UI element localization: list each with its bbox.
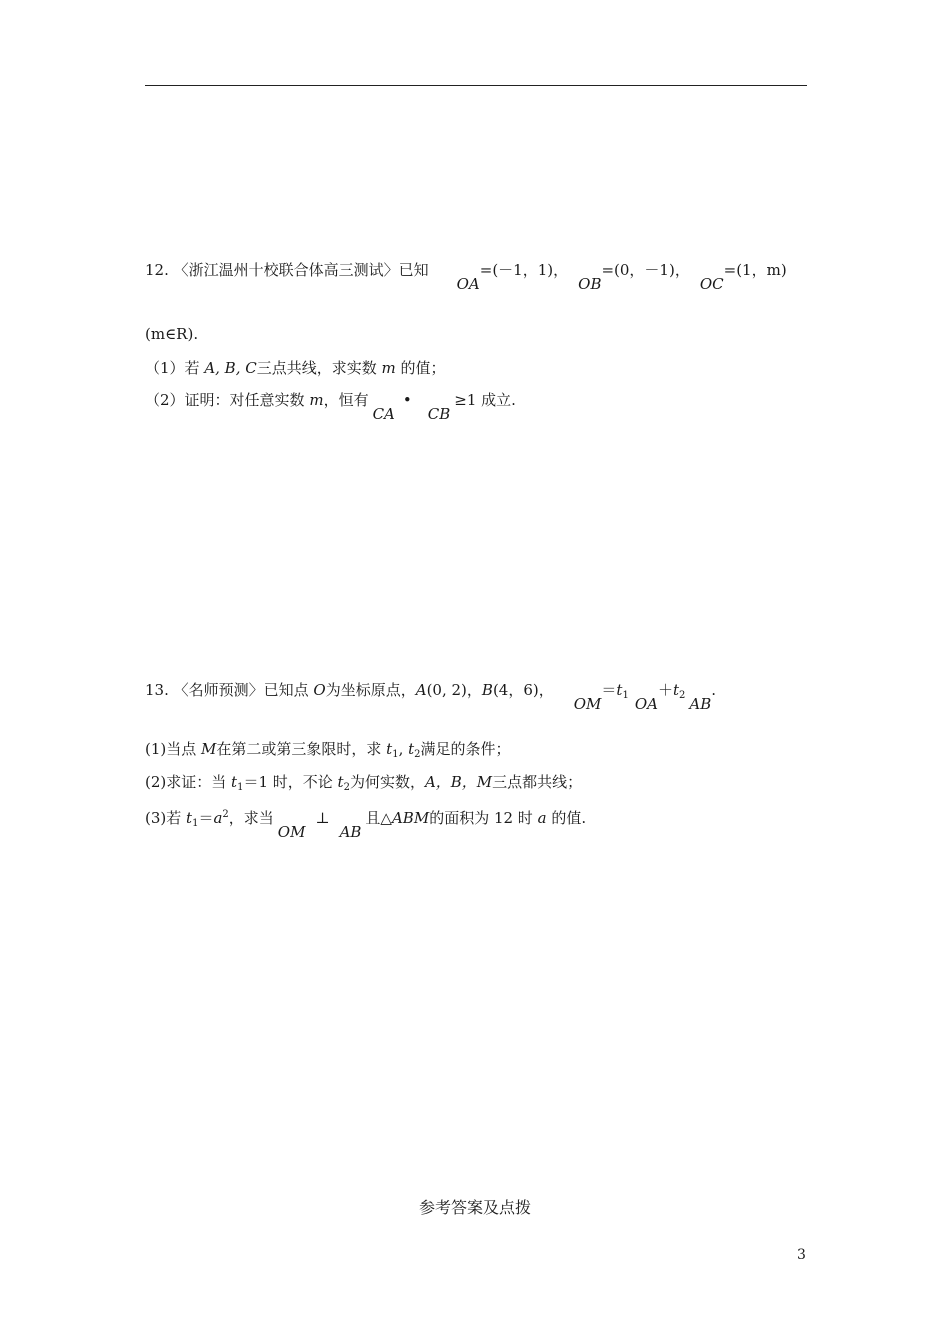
q12-line1: 12. 〈浙江温州十校联合体高三测试〉已知OA=(－1，1)，OB=(0，－1)，OC=(1，m) xyxy=(145,261,787,293)
vector-om: OM xyxy=(573,695,602,713)
q12-line2: (m∈R). xyxy=(145,325,199,343)
vector-ab: AB xyxy=(689,695,712,713)
vector-om-2: OM xyxy=(277,823,306,841)
vector-cb: CB xyxy=(427,405,451,423)
q12-part2: （2）证明：对任意实数 m，恒有CA•CB≥1 成立. xyxy=(145,391,516,423)
q13-part2: (2)求证：当 $t_1=1$ 时，不论 $t_2$为何实数，A，B，M三点都共线； xyxy=(145,773,583,793)
vector-ca: CA xyxy=(372,405,395,423)
vector-oa: OA xyxy=(456,275,480,293)
vector-oc: OC xyxy=(699,275,724,293)
header-rule xyxy=(145,85,807,86)
answer-heading: 参考答案及点拨 xyxy=(418,1198,531,1217)
q12-part1: （1）若 A, B, C三点共线，求实数 m 的值； xyxy=(145,359,446,377)
q13-line1: 13. 〈名师预测〉已知点 O为坐标原点，A(0, 2)，B(4，6)，$OM=t_1$ $OA+t_2$ AB. xyxy=(145,681,717,713)
vector-ab-2: AB xyxy=(339,823,362,841)
vector-oa-2: OA xyxy=(634,695,658,713)
vector-ob: OB xyxy=(578,275,602,293)
page-number: 3 xyxy=(797,1247,806,1263)
q13-part3: (3)若 $t_1=a^2$，求当OM⊥AB且△ABM的面积为 12 时 a 的值. xyxy=(145,809,587,841)
q13-part1: (1)当点 M在第二或第三象限时，求 $t_1$, $t_2$满足的条件； xyxy=(145,740,511,760)
